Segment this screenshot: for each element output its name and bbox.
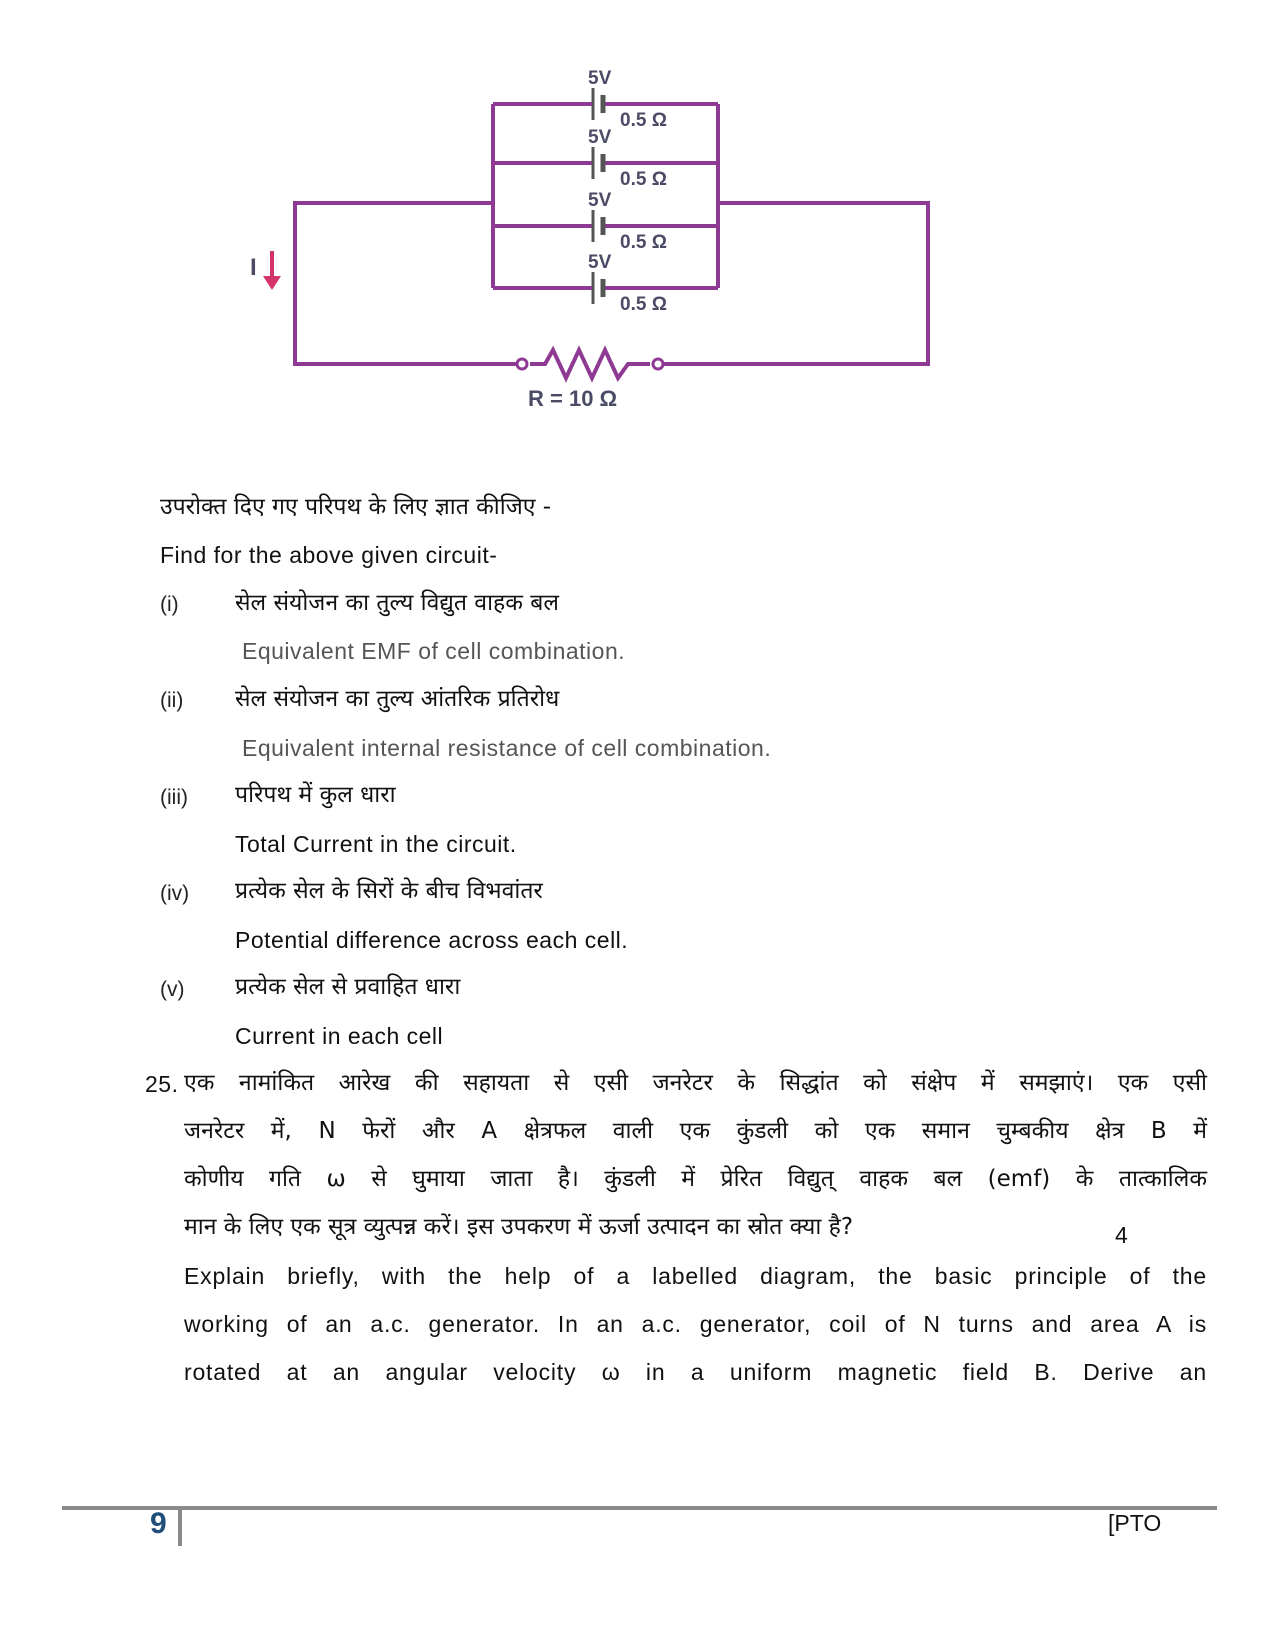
cell-resistance-label: 0.5 Ω	[620, 169, 667, 190]
part-english: Potential difference across each cell.	[235, 927, 629, 953]
cell-resistance-label: 0.5 Ω	[620, 232, 667, 253]
terminal-dot	[653, 359, 663, 369]
q25-marks: 4	[1115, 1222, 1128, 1248]
cell	[493, 252, 718, 315]
q25-english-line: working of an a.c. generator. In an a.c. generator, coil of N turns and area A is	[184, 1311, 1207, 1337]
q25-english-line: Explain briefly, with the help of a labelled diagram, the basic principle of the	[184, 1263, 1207, 1289]
cell	[493, 190, 718, 253]
footer-separator	[178, 1508, 182, 1546]
cell-emf-label: 5V	[588, 252, 612, 273]
part-number: (iii)	[160, 786, 188, 809]
part-number: (v)	[160, 978, 185, 1001]
parallel-cells	[493, 68, 718, 315]
part-number: (i)	[160, 593, 179, 616]
q24-intro-english: Find for the above given circuit-	[160, 542, 498, 568]
q24-intro-hindi: उपरोक्त दिए गए परिपथ के लिए ज्ञात कीजिए -	[160, 494, 552, 520]
q25-english-line: rotated at an angular velocity ω in a uniform magnetic field B. Derive an	[184, 1359, 1207, 1385]
part-hindi: सेल संयोजन का तुल्य विद्युत वाहक बल	[235, 590, 559, 616]
pto-label: [PTO	[1108, 1510, 1162, 1536]
circuit-diagram	[0, 0, 1275, 420]
part-hindi: सेल संयोजन का तुल्य आंतरिक प्रतिरोध	[235, 686, 560, 712]
q25-number: 25.	[145, 1071, 179, 1097]
load-resistor	[517, 350, 663, 411]
cell-emf-label: 5V	[588, 190, 612, 211]
circuit-wires	[295, 104, 928, 364]
cell	[493, 127, 718, 190]
part-number: (iv)	[160, 882, 190, 905]
footer-rule	[62, 1506, 1217, 1510]
cell	[493, 68, 718, 131]
part-hindi: प्रत्येक सेल से प्रवाहित धारा	[235, 974, 461, 1000]
part-english: Current in each cell	[235, 1023, 444, 1049]
part-english: Equivalent EMF of cell combination.	[242, 638, 626, 664]
part-number: (ii)	[160, 689, 184, 712]
terminal-dot	[517, 359, 527, 369]
resistor-label: R = 10 Ω	[528, 386, 618, 411]
part-hindi: प्रत्येक सेल के सिरों के बीच विभवांतर	[235, 878, 543, 904]
current-arrow-icon	[263, 251, 281, 290]
q25-hindi-line: मान के लिए एक सूत्र व्युत्पन्न करें। इस उपकरण में ऊर्जा उत्पादन का स्रोत क्या है?	[184, 1214, 854, 1240]
q25-hindi-line: जनरेटर में, N फेरों और A क्षेत्रफल वाली एक कुंडली को एक समान चुम्बकीय क्षेत्र B में	[184, 1118, 1207, 1144]
part-english: Equivalent internal resistance of cell combination.	[242, 735, 772, 761]
page-number: 9	[150, 1507, 167, 1540]
cell-resistance-label: 0.5 Ω	[620, 294, 667, 315]
part-hindi: परिपथ में कुल धारा	[235, 782, 396, 808]
wire-left-loop	[295, 203, 522, 364]
cell-emf-label: 5V	[588, 127, 612, 148]
current-label: I	[250, 254, 257, 281]
current-indicator	[250, 251, 281, 290]
part-english: Total Current in the circuit.	[235, 831, 517, 857]
q25-hindi-line: एक नामांकित आरेख की सहायता से एसी जनरेटर के सिद्धांत को संक्षेप में समझाएं। एक एसी	[184, 1070, 1207, 1096]
q25-hindi-line: कोणीय गति ω से घुमाया जाता है। कुंडली में प्रेरित विद्युत् वाहक बल (emf) के तात्कालिक	[184, 1166, 1207, 1192]
cell-emf-label: 5V	[588, 68, 612, 89]
cell-resistance-label: 0.5 Ω	[620, 110, 667, 131]
